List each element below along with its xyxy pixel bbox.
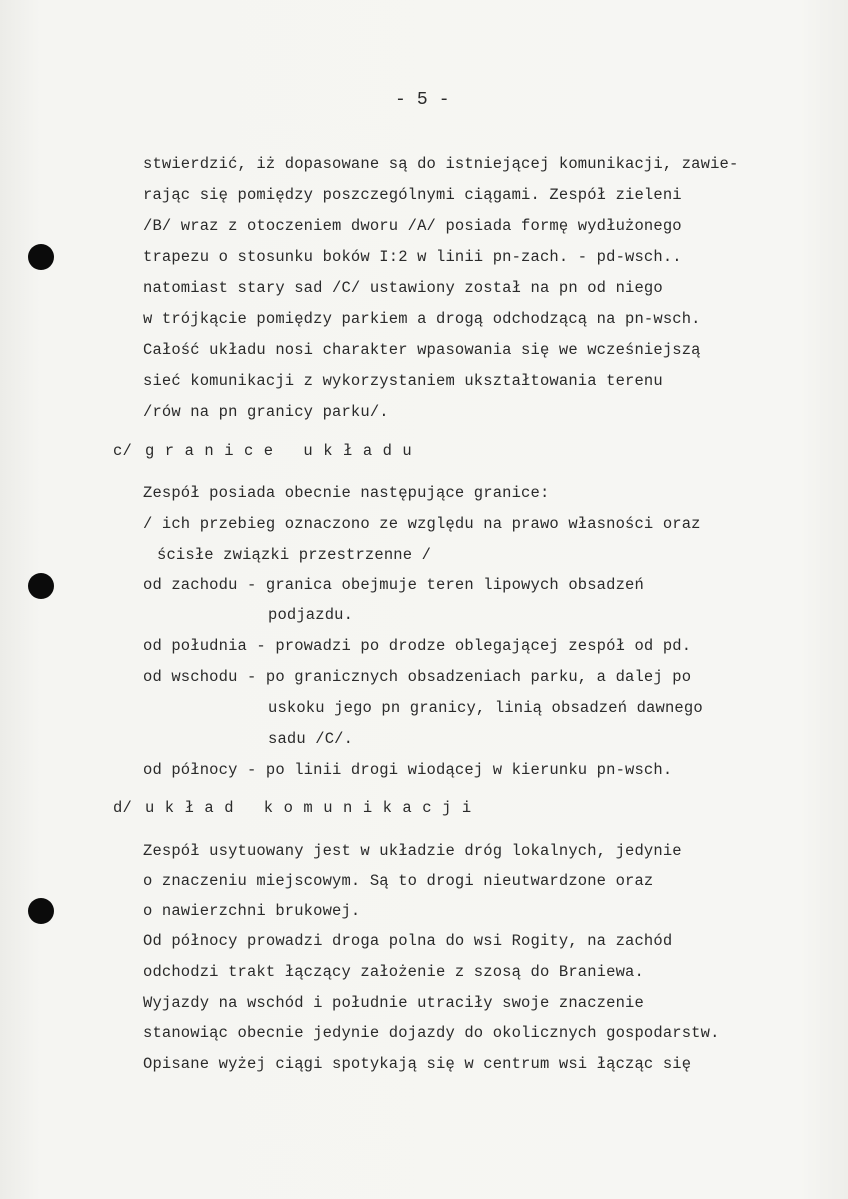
text-line: Całość układu nosi charakter wpasowania się we wcześniejszą [143, 341, 701, 359]
text-line: /B/ wraz z otoczeniem dworu /A/ posiada formę wydłużonego [143, 217, 682, 235]
text-line: w trójkącie pomiędzy parkiem a drogą odchodzącą na pn-wsch. [143, 310, 701, 328]
text-line: podjazdu. [268, 606, 354, 624]
text-line: stanowiąc obecnie jedynie dojazdy do okolicznych gospodarstw. [143, 1024, 720, 1042]
text-line: Wyjazdy na wschód i południe utraciły swoje znaczenie [143, 994, 644, 1012]
punch-hole [28, 244, 54, 270]
text-line: ścisłe związki przestrzenne / [157, 546, 432, 564]
text-line: Zespół posiada obecnie następujące granice: [143, 484, 550, 502]
text-line: Opisane wyżej ciągi spotykają się w centrum wsi łącząc się [143, 1055, 692, 1073]
text-line: od wschodu - po granicznych obsadzeniach parku, a dalej po [143, 668, 692, 686]
section-heading: granice układu [145, 442, 423, 460]
text-line: Zespół usytuowany jest w układzie dróg lokalnych, jedynie [143, 842, 682, 860]
text-line: /rów na pn granicy parku/. [143, 403, 389, 421]
text-line: od północy - po linii drogi wiodącej w kierunku pn-wsch. [143, 761, 673, 779]
text-line: sadu /C/. [268, 730, 354, 748]
section-heading: układ komunikacji [145, 799, 482, 817]
text-line: odchodzi trakt łączący założenie z szosą do Braniewa. [143, 963, 644, 981]
text-line: o znaczeniu miejscowym. Są to drogi nieutwardzone oraz [143, 872, 654, 890]
text-line: trapezu o stosunku boków I:2 w linii pn-zach. - pd-wsch.. [143, 248, 682, 266]
section-marker: c/ [113, 442, 132, 460]
punch-hole [28, 573, 54, 599]
page-number: - 5 - [395, 90, 450, 110]
text-line: natomiast stary sad /C/ ustawiony został na pn od niego [143, 279, 663, 297]
text-line: od południa - prowadzi po drodze oblegającej zespół od pd. [143, 637, 692, 655]
text-line: o nawierzchni brukowej. [143, 902, 361, 920]
punch-hole [28, 898, 54, 924]
text-line: Od północy prowadzi droga polna do wsi Rogity, na zachód [143, 932, 673, 950]
text-line: uskoku jego pn granicy, linią obsadzeń dawnego [268, 699, 703, 717]
text-line: rając się pomiędzy poszczególnymi ciągami. Zespół zieleni [143, 186, 682, 204]
text-line: sieć komunikacji z wykorzystaniem ukształtowania terenu [143, 372, 663, 390]
text-line: / ich przebieg oznaczono ze względu na prawo własności oraz [143, 515, 701, 533]
section-marker: d/ [113, 799, 132, 817]
text-line: stwierdzić, iż dopasowane są do istniejącej komunikacji, zawie- [143, 155, 739, 173]
text-line: od zachodu - granica obejmuje teren lipowych obsadzeń [143, 576, 644, 594]
